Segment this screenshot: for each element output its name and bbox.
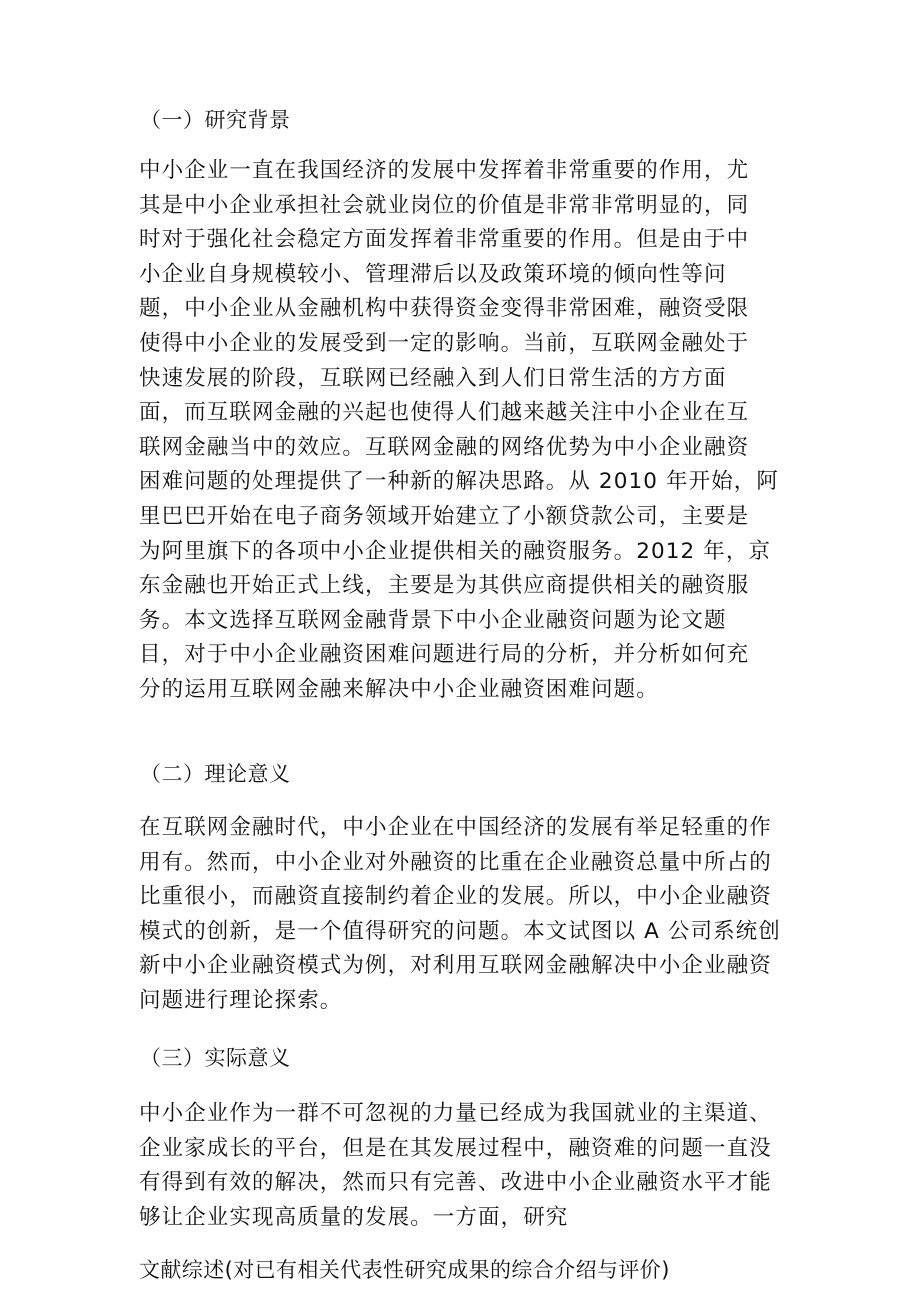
section-heading-theory: （二）理论意义	[140, 762, 291, 786]
text-line: 小企业自身规模较小、管理滞后以及政策环境的倾向性等问	[139, 261, 727, 287]
text-line: 中小企业作为一群不可忽视的力量已经成为我国就业的主渠道、	[139, 1101, 772, 1126]
paragraph-theory	[139, 811, 781, 1019]
text-line: 企业家成长的平台，但是在其发展过程中，融资难的问题一直没	[139, 1135, 772, 1161]
text-line: 用有。然而，中小企业对外融资的比重在企业融资总量中所占的	[139, 849, 772, 875]
text-line: 东金融也开始正式上线，主要是为其供应商提供相关的融资服	[139, 573, 750, 599]
text-line: 面，而互联网金融的兴起也使得人们越来越关注中小企业在互	[139, 400, 750, 426]
literature-review-heading: 文献综述(对已有相关代表性研究成果的综合介绍与评价)	[139, 1258, 670, 1282]
paragraph-background	[139, 154, 779, 708]
text-line: 问题进行理论探索。	[139, 987, 343, 1013]
section-heading-background: （一）研究背景	[140, 108, 291, 132]
paragraph-practical	[139, 1097, 772, 1235]
text-line: 使得中小企业的发展受到一定的影响。当前，互联网金融处于	[139, 330, 750, 356]
text-line: 够让企业实现高质量的发展。一方面，研究	[139, 1204, 569, 1230]
text-line: 中小企业一直在我国经济的发展中发挥着非常重要的作用，尤	[139, 158, 750, 183]
text-line: 新中小企业融资模式为例，对利用互联网金融解决中小企业融资	[139, 953, 772, 979]
text-line: 快速发展的阶段，互联网已经融入到人们日常生活的方方面	[139, 365, 727, 391]
text-line: 困难问题的处理提供了一种新的解决思路。从 2010 年开始，阿	[139, 469, 779, 495]
text-line: 联网金融当中的效应。互联网金融的网络优势为中小企业融资	[139, 434, 750, 460]
text-line: 为阿里旗下的各项中小企业提供相关的融资服务。2012 年，京	[139, 538, 772, 564]
text-line: 分的运用互联网金融来解决中小企业融资困难问题。	[139, 676, 659, 702]
text-line: 有得到有效的解决，然而只有完善、改进中小企业融资水平才能	[139, 1170, 772, 1196]
section-heading-practical: （三）实际意义	[140, 1046, 291, 1070]
text-line: 比重很小，而融资直接制约着企业的发展。所以，中小企业融资	[139, 884, 772, 910]
text-line: 时对于强化社会稳定方面发挥着非常重要的作用。但是由于中	[139, 227, 750, 253]
text-line: 务。本文选择互联网金融背景下中小企业融资问题为论文题	[139, 607, 727, 633]
text-line: 目，对于中小企业融资困难问题进行局的分析，并分析如何充	[139, 642, 750, 668]
text-line: 在互联网金融时代，中小企业在中国经济的发展有举足轻重的作	[139, 815, 772, 840]
text-line: 里巴巴开始在电子商务领域开始建立了小额贷款公司，主要是	[139, 503, 750, 529]
text-line: 模式的创新，是一个值得研究的问题。本文试图以 A 公司系统创	[139, 918, 781, 944]
text-line: 题，中小企业从金融机构中获得资金变得非常困难，融资受限	[139, 296, 750, 322]
text-line: 其是中小企业承担社会就业岗位的价值是非常非常明显的，同	[139, 192, 750, 218]
